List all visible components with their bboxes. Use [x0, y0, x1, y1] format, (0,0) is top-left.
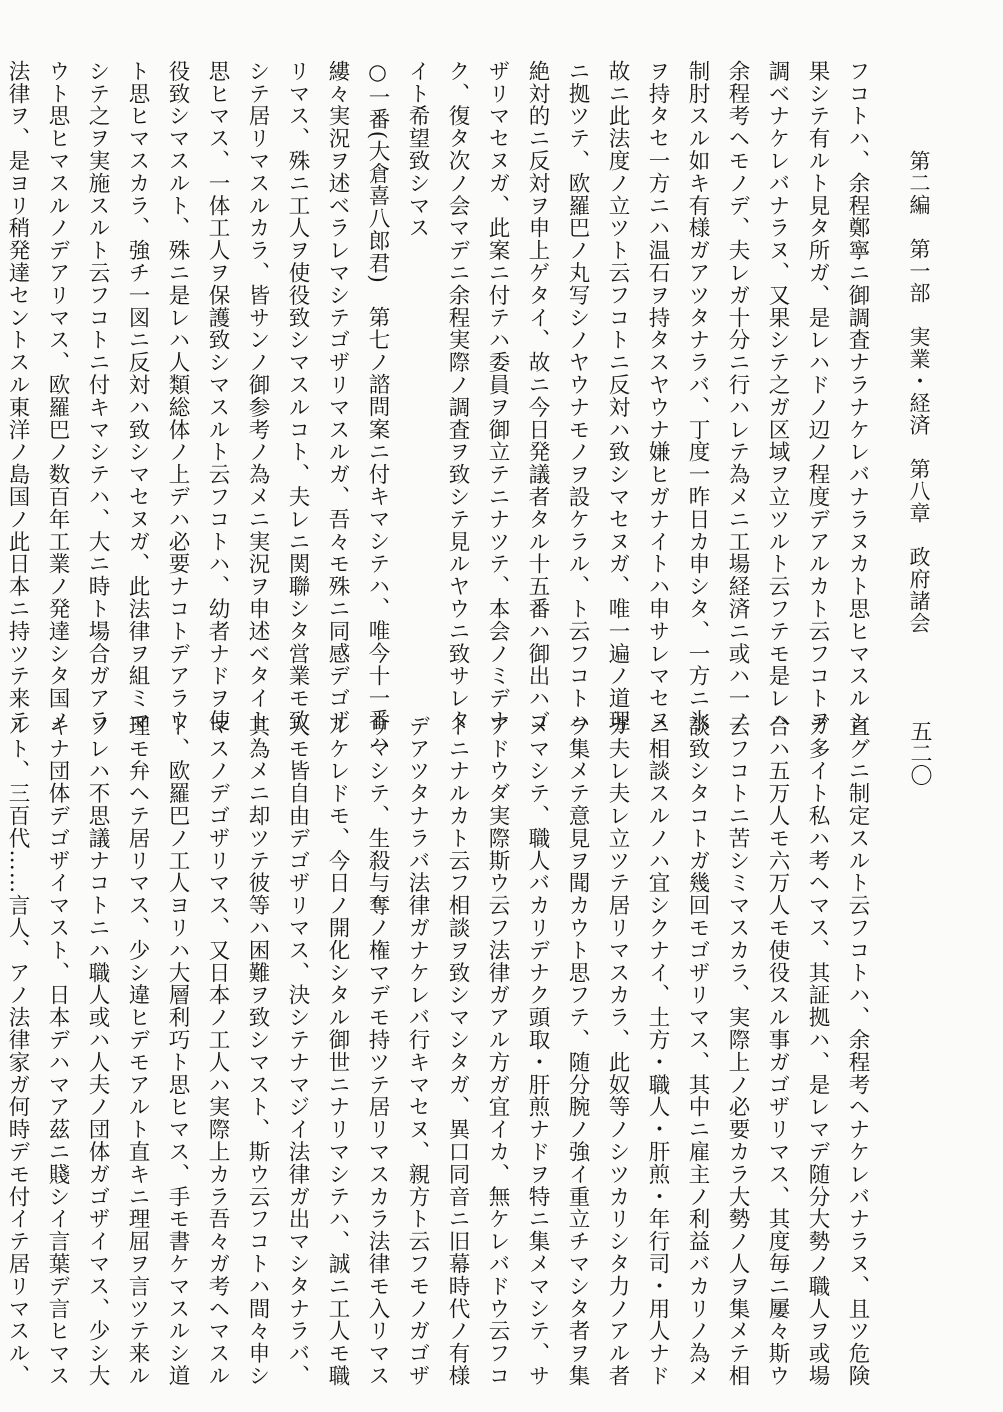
- text-column: ニ相談スルノハ宜シクナイ、土方・職人・肝煎・年行司・用人ナド: [645, 715, 670, 1387]
- text-column: 談致シタコトガ幾回モゴザリマス、其中ニ雇主ノ利益バカリノ為メ: [685, 715, 710, 1387]
- text-column: ヲ集メテ意見ヲ聞カウト思フテ、随分腕ノ強イ重立チマシタ者ヲ集: [565, 715, 590, 1387]
- text-column: リマシテ、生殺与奪ノ権マデモ持ツテ居リマスカラ法律モ入リマス: [365, 715, 390, 1387]
- text-column: ト思ヒマスカラ、強チ一図ニ反対ハ致シマセヌガ、此法律ヲ組ミマ: [125, 60, 150, 732]
- text-column: 人モ皆自由デゴザリマス、決シテナマジイ法律ガ出マシタナラバ、: [285, 715, 310, 1387]
- text-column: 余程考ヘモノデ、夫レガ十分ニ行ハレテ為メニ工場経済ニ或ハ一ノ: [725, 60, 750, 732]
- text-column: トニナルカト云フ相談ヲ致シマシタガ、異口同音ニ旧幕時代ノ有様: [445, 715, 470, 1387]
- text-column: ガ夫レ夫レ立ツテ居リマスカラ、此奴等ノシツカリシタ力ノアル者: [605, 715, 630, 1387]
- text-column: ルト、三百代……言人、アノ法律家ガ何時デモ付イテ居リマスル、: [5, 715, 30, 1387]
- speaker-column: ○一番(大倉喜八郎君) 第七ノ諮問案ニ付キマシテハ、唯今十一番ハ: [365, 60, 390, 755]
- text-column: 思ヒマス、一体工人ヲ保護致シマスルト云フコトハ、幼者ナドヲ使: [205, 60, 230, 732]
- text-column: メマシテ、職人バカリデナク頭取・肝煎ナドヲ特ニ集メマシテ、サ: [525, 715, 550, 1387]
- page-number: 五二〇: [907, 720, 932, 786]
- text-column: ニ拠ツテ、欧羅巴ノ丸写シノヤウナモノヲ設ケラル、ト云フコトハ: [565, 60, 590, 732]
- text-column: 法律ヲ、是ヨリ稍発達セントスル東洋ノ島国ノ此日本ニ持ツテ来テ: [5, 60, 30, 732]
- upper-text-block: [5, 60, 877, 755]
- text-column: ト、欧羅巴ノ工人ヨリハ大層利巧ト思ヒマス、手モ書ケマスルシ道: [165, 715, 190, 1387]
- text-column: 直グニ制定スルト云フコトハ、余程考ヘナケレバナラヌ、且ツ危険: [845, 715, 870, 1387]
- text-column: ザリマセヌガ、此案ニ付テハ委員ヲ御立テニナツテ、本会ノミデナ: [485, 60, 510, 732]
- text-column: キナ団体デゴザイマスト、日本デハマア茲ニ賤シイ言葉デ言ヒマス: [45, 715, 70, 1387]
- running-header: 第二編 第一部 実業・経済 第八章 政府諸会: [907, 150, 931, 634]
- text-column: デアツタナラバ法律ガナケレバ行キマセヌ、親方ト云フモノガゴザ: [405, 715, 430, 1387]
- text-column: アドウダ実際斯ウ云フ法律ガアル方ガ宜イカ、無ケレバドウ云フコ: [485, 715, 510, 1387]
- text-column: 故ニ此法度ノ立ツト云フコトニ反対ハ致シマセヌガ、唯一遍ノ道理: [605, 60, 630, 732]
- text-column: ソレハ不思議ナコトニハ職人或ハ人夫ノ団体ガゴザイマス、少シ大: [85, 715, 110, 1387]
- text-column: リマス、殊ニ工人ヲ使役致シマスルコト、夫レニ関聯シタ営業モ致: [285, 60, 310, 732]
- lower-text-block: [5, 715, 877, 1387]
- text-column: ヲ持タセ一方ニハ温石ヲ持タスヤウナ嫌ヒガナイトハ申サレマセヌ: [645, 60, 670, 732]
- text-column: ルケレドモ、今日ノ開化シタル御世ニナリマシテハ、誠ニ工人モ職: [325, 715, 350, 1387]
- text-column: ク、復タ次ノ会マデニ余程実際ノ調査ヲ致シテ見ルヤウニ致サレタ: [445, 60, 470, 732]
- text-column: 制肘スル如キ有様ガアツタナラバ、丁度一昨日カ申シタ、一方ニ氷: [685, 60, 710, 732]
- text-column: 調ベナケレバナラヌ、又果シテ之ガ区域ヲ立ツルト云フテモ是レハ: [765, 60, 790, 732]
- text-column: マスノデゴザリマス、又日本ノ工人ハ実際上カラ吾々ガ考ヘマスル: [205, 715, 230, 1387]
- text-column: 理モ弁ヘテ居リマス、少シ違ヒデモアルト直キニ理屈ヲ言ツテ来ル: [125, 715, 150, 1387]
- text-column: シテ居リマスルカラ、皆サンノ御参考ノ為メニ実況ヲ申述ベタイト: [245, 60, 270, 732]
- text-column: シテ之ヲ実施スルト云フコトニ付キマシテハ、大ニ時ト場合ガアラ: [85, 60, 110, 732]
- text-column: 縷々実況ヲ述ベラレマシテゴザリマスルガ、吾々モ殊ニ同感デゴザ: [325, 60, 350, 732]
- text-column: 果シテ有ルト見タ所ガ、是レハドノ辺ノ程度デアルカト云フコトヲ: [805, 60, 830, 732]
- text-column: 其為メニ却ツテ彼等ハ困難ヲ致シマスト、斯ウ云フコトハ間々申シ: [245, 715, 270, 1387]
- text-column: フコトハ、余程鄭寧ニ御調査ナラナケレバナラヌカト思ヒマスルシ: [845, 60, 870, 732]
- text-column: イト希望致シマス: [405, 60, 430, 240]
- text-column: 絶対的ニ反対ヲ申上ゲタイ、故ニ今日発議者タル十五番ハ御出ハゴ: [525, 60, 550, 732]
- text-column: ウト思ヒマスルノデアリマス、欧羅巴ノ数百年工業ノ発達シタ国ノ: [45, 60, 70, 732]
- text-column: 合ハ五万人モ六万人モ使役スル事ガゴザリマス、其度毎ニ屢々斯ウ: [765, 715, 790, 1387]
- text-column: ガ多イト私ハ考ヘマス、其証拠ハ、是レマデ随分大勢ノ職人ヲ或場: [805, 715, 830, 1387]
- text-column: 役致シマスルト、殊ニ是レハ人類総体ノ上デハ必要ナコトデアラウ: [165, 60, 190, 732]
- text-column: 云フコトニ苦シミマスカラ、実際上ノ必要カラ大勢ノ人ヲ集メテ相: [725, 715, 750, 1387]
